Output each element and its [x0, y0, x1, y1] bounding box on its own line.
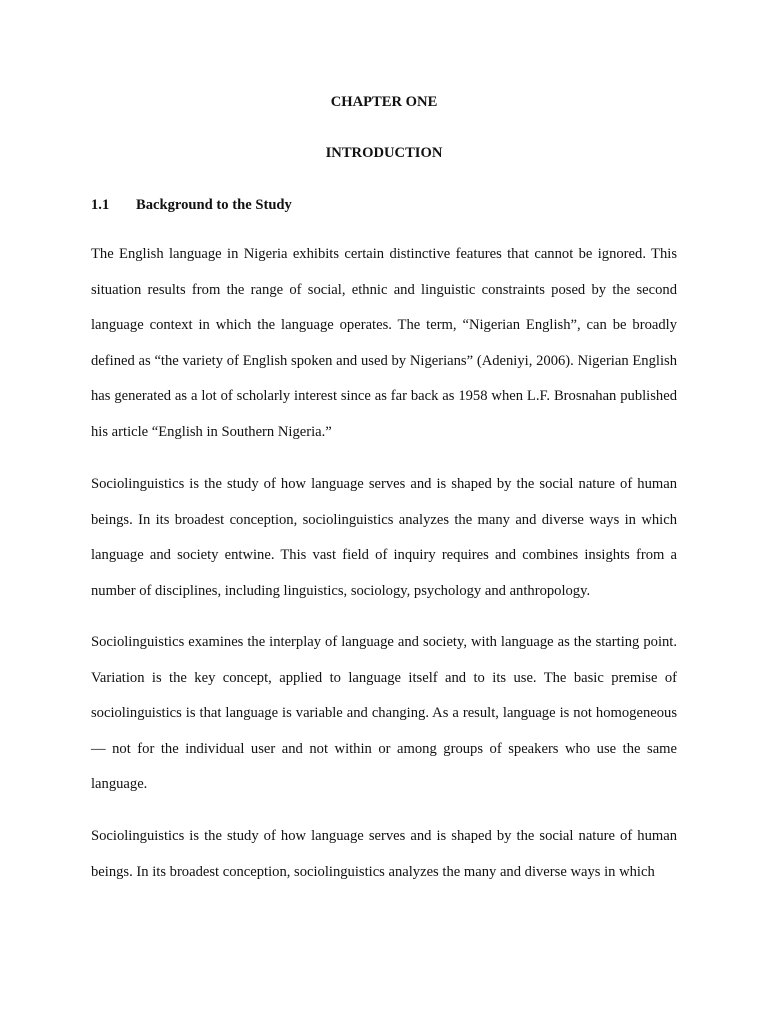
paragraph-4: Sociolinguistics is the study of how language serves and is shaped by the social nature of human beings. In its broadest conception, sociolinguistics analyzes the many and diverse ways in which: [91, 828, 677, 880]
chapter-subtitle: INTRODUCTION: [325, 145, 443, 161]
paragraph-2: Sociolinguistics is the study of how language serves and is shaped by the social nature of human beings. In its broadest conception, sociolinguistics analyzes the many and diverse ways in which language and society entwine. This vast field of inquiry requires and combines insights from a number of disciplines, including linguistics, sociology, psychology and anthropology.: [91, 476, 677, 599]
section-title: Background to the Study: [136, 197, 292, 213]
paragraph-3: Sociolinguistics examines the interplay of language and society, with language as the starting point. Variation is the key concept, applied to language itself and to its use. The basic premise of sociolinguistics is that language is variable and changing. As a result, language is not homogeneous — not for the individual user and not within or among groups of speakers who use the same language.: [91, 634, 677, 793]
section-heading: [91, 196, 292, 214]
section-number: 1.1: [91, 197, 110, 213]
paragraph-1: The English language in Nigeria exhibits certain distinctive features that cannot be ignored. This situation results from the range of social, ethnic and linguistic constraints posed by the second language context in which the language operates. The term, “Nigerian English”, can be broadly defined as “the variety of English spoken and used by Nigerians” (Adeniyi, 2006). Nigerian English has generated as a lot of scholarly interest since as far back as 1958 when L.F. Brosnahan published his article “English in Southern Nigeria.”: [91, 246, 677, 440]
chapter-title: CHAPTER ONE: [330, 94, 438, 110]
